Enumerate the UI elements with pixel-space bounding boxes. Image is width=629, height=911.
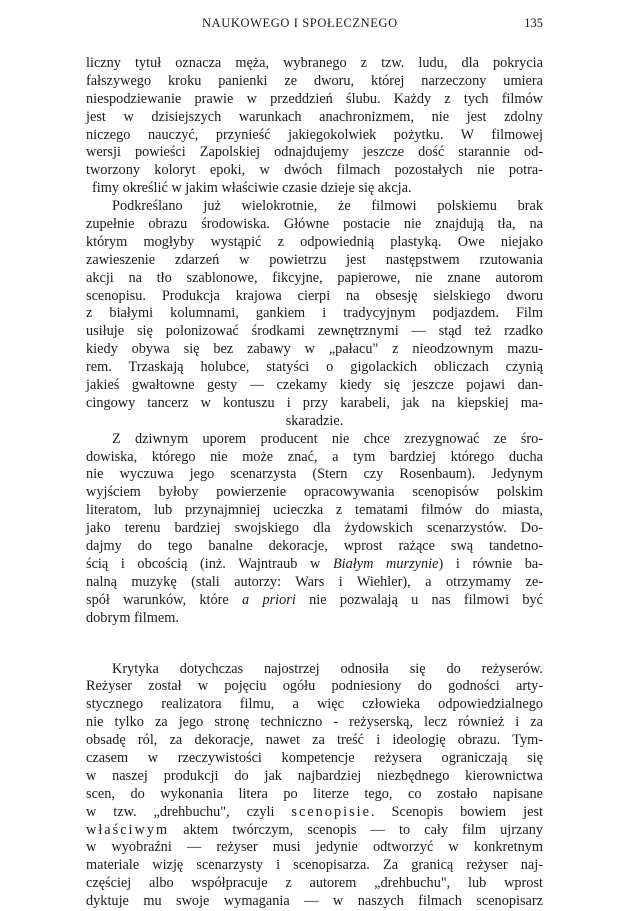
text-line: Reżyser został w pojęciu ogółu podniesiony do godności arty- xyxy=(86,678,543,695)
paragraph xyxy=(86,661,543,911)
text-line: niczego nauczyć, przynieść jakiegokolwiek pożytku. W filmowej xyxy=(86,126,543,143)
text-line: jako terenu bardziej swojskiego dla żydowskich scenarzystów. Do- xyxy=(86,520,543,537)
paragraph xyxy=(86,198,543,431)
text-line: Podkreślano już wielokrotnie, że filmowi polskiemu brak xyxy=(112,198,543,215)
text-line: z białymi kolumnami, gankiem i tradycyjnym podjazdem. Film xyxy=(86,305,543,322)
text-line: fimy określić w jakim właściwie czasie dzieje się akcja. xyxy=(92,180,412,197)
text-line: skaradzie. xyxy=(285,412,344,429)
text-line xyxy=(86,822,543,840)
body-text xyxy=(86,55,543,911)
text-line: obsadę ról, za dekoracje, nawet za treść i ideologię obrazu. Tym- xyxy=(86,732,543,749)
spaced-emphasis: właściwym xyxy=(86,821,170,838)
text-line: nie tylko za jego stronę techniczno - reżyserską, lecz również i za xyxy=(86,714,543,731)
text-line: dajmy do tego banalne dekoracje, wprost rażące swą tandetno- xyxy=(86,538,543,555)
text-fragment: ścią i obcością (inż. Wajntraub w xyxy=(86,555,321,572)
text-fragment: ) i równie ba- xyxy=(438,555,544,572)
text-line: niespodziewanie prawie w przeddzień ślubu. Każdy z tych filmów xyxy=(86,90,543,107)
text-line: jakieś gwałtowne gesty — czekamy kiedy się jeszcze pojawi dan- xyxy=(86,377,543,394)
text-fragment: spół warunków, które xyxy=(86,591,229,608)
text-line: dowiska, którego nie może znać, a tym bardziej którego ducha xyxy=(86,448,543,465)
page-number: 135 xyxy=(524,16,543,30)
text-line: Z dziwnym uporem producent nie chce zrezygnować ze śro- xyxy=(112,430,543,447)
text-fragment: nie pozwalają u nas filmowi być xyxy=(309,591,544,608)
text-line: scen, do wykonania litera po literze tego, co zostało napisane xyxy=(86,785,543,802)
text-line: Krytyka dotychczas najostrzej odnosiła się do reżyserów. xyxy=(112,660,543,677)
text-line xyxy=(86,556,543,574)
text-line xyxy=(86,592,543,610)
text-line xyxy=(86,804,543,822)
text-line: w naszej produkcji do jak najbardziej niezbędnego kierownictwa xyxy=(86,767,543,784)
text-line: materiale wizję scenarzysty i scenopisarza. Za granicą reżyser naj- xyxy=(86,857,543,874)
text-line: liczny tytuł oznacza męża, wybranego z tzw. ludu, dla pokrycia xyxy=(86,55,543,71)
text-line: fałszywego kroku panienki ze dworu, której narzeczony umiera xyxy=(86,72,543,89)
italic-phrase: a priori xyxy=(242,591,296,608)
text-line: którym mogłyby wystąpić z odpowiednią plastyką. Owe niejako xyxy=(86,233,543,250)
text-line: nie wyczuwa jego scenarzysta (Stern czy Rosenbaum). Jedynym xyxy=(86,466,543,483)
section-gap xyxy=(86,628,543,661)
text-line: dobrym filmem. xyxy=(86,609,179,626)
text-line: jest w dzisiejszych warunkach anachronizmem, nie jest zdolny xyxy=(86,108,543,125)
text-fragment: . Scenopis bowiem jest xyxy=(370,803,544,820)
text-line: kiedy obywa się bez zabawy w „pałacu" z nieodzownym mazu- xyxy=(86,341,543,358)
text-line: zawieszenie zdarzeń w powietrzu jest następstwem rzutowania xyxy=(86,251,543,268)
text-line: dyktuje mu swoje wymagania — w naszych filmach scenopisarz xyxy=(86,893,543,910)
running-header xyxy=(86,16,543,32)
text-line: scenopisu. Produkcja krajowa cierpi na obsesję sielskiego dworu xyxy=(86,287,543,304)
italic-title: Białym murzynie xyxy=(332,555,439,572)
text-line: stycznego realizatora filmu, a więc człowieka odpowiedzialnego xyxy=(86,696,543,713)
running-title: NAUKOWEGO I SPOŁECZNEGO xyxy=(202,16,398,30)
text-line: tworzony koloryt epoki, w dwóch filmach pozostałych nie potra- xyxy=(86,162,543,179)
text-line: usiłuje się polonizować środkami zewnętrznymi — stąd też rzadko xyxy=(86,323,543,340)
text-fragment: w tzw. „drehbuchu", czyli xyxy=(86,803,275,820)
paragraph xyxy=(86,55,543,198)
text-line: wyjściem byłoby powierzenie opracowywania scenopisów polskim xyxy=(86,484,543,501)
text-line: częściej albo współpracuje z autorem „drehbuchu", lub wprost xyxy=(86,875,543,892)
text-fragment: aktem twórczym, scenopis — to cały film ujrzany xyxy=(183,821,544,838)
text-line: akcji na tło szablonowe, fikcyjne, papierowe, nie znane autorom xyxy=(86,269,543,286)
text-line: zupełnie obrazu środowiska. Główne postacie nie znajdują tła, na xyxy=(86,216,543,233)
text-line: nalną muzykę (stali autorzy: Wars i Wiehler), a otrzymamy ze- xyxy=(86,573,543,590)
spaced-emphasis: scenopisie xyxy=(291,803,371,820)
text-line: czasem w rzeczywistości kompetencje reżysera ograniczają się xyxy=(86,749,543,766)
text-line: rem. Trzaskają holubce, statyści o gigolackich obliczach czynią xyxy=(86,359,543,376)
text-line: literatom, lub przynajmniej ucieczka z tematami filmów do miasta, xyxy=(86,502,543,519)
text-line: wersji powieści Zapolskiej odnajdujemy jeszcze dość starannie od- xyxy=(86,144,543,161)
text-line: cingowy tancerz w kontuszu i przy karabeli, jak na kiepskiej ma- xyxy=(86,394,543,411)
text-line: w wyobraźni — reżyser musi jedynie odtworzyć w konkretnym xyxy=(86,839,543,856)
paragraph xyxy=(86,431,543,628)
